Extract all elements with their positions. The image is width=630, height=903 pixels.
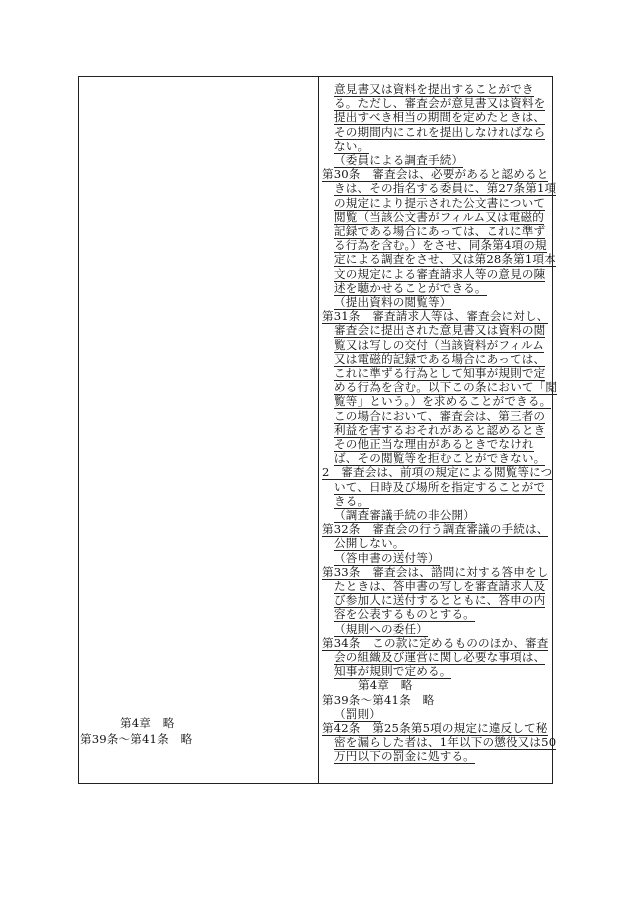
right-text-line <box>334 238 547 253</box>
underlined-text: 第34条 この款に定めるもののほか、審査 <box>322 635 549 650</box>
underlined-text: 提出すべき相当の期間を定めたときは、 <box>334 110 546 125</box>
right-text-line <box>334 622 428 637</box>
underlined-text: 覧等」という。）を求めることができる。 <box>334 394 552 409</box>
underlined-text: 審査会に提出された意見書又は資料の閲 <box>334 323 546 338</box>
right-text-line <box>334 196 545 211</box>
underlined-text: める行為を含む。以下この条において「閲 <box>334 380 558 395</box>
underlined-text: その期間内にこれを提出しなければなら <box>334 124 546 139</box>
right-text-line <box>334 607 475 622</box>
right-text-line <box>334 536 404 551</box>
right-text-line <box>334 508 475 523</box>
underlined-text: 2 審査会は、前項の規定による閲覧等につ <box>322 465 553 480</box>
right-text-line <box>334 96 545 111</box>
right-text-line <box>334 551 440 566</box>
right-text-line <box>334 664 451 679</box>
right-text-line <box>322 721 548 736</box>
underlined-text: この場合において、審査会は、第三者の <box>334 408 546 423</box>
right-text-line <box>334 451 545 466</box>
underlined-text: ない。 <box>334 138 370 153</box>
right-text-line <box>322 167 548 182</box>
right-text-line <box>322 522 548 537</box>
underlined-text: （答申書の送付等） <box>334 550 440 565</box>
right-text-line <box>322 636 548 651</box>
right-text-line <box>334 707 381 722</box>
underlined-text: 覧又は写しの交付（当該資料がフィルム <box>334 337 544 352</box>
right-text-line <box>334 423 545 438</box>
right-text-line: 第39条〜第41条 略 <box>322 692 435 707</box>
right-text-line <box>334 82 534 97</box>
underlined-text: 文の規定による審査請求人等の意見の陳 <box>334 266 546 281</box>
underlined-text: 意見書又は資料を提出することができ <box>334 82 534 96</box>
underlined-text: 定による調査をさせ、又は第28条第1項本 <box>334 252 556 267</box>
right-text-line <box>334 181 556 196</box>
underlined-text: 第30条 審査会は、必要があると認めると <box>322 167 549 182</box>
left-chapter-heading: 第4章 略 <box>120 716 175 730</box>
underlined-text: 第33条 審査会は、諮問に対する答申をし <box>322 564 549 579</box>
underlined-text: ば、その閲覧等を拒むことができない。 <box>334 451 546 466</box>
underlined-text: その他正当な理由があるときでなけれ <box>334 437 534 451</box>
right-text-line <box>322 465 552 480</box>
underlined-text: 会の組織及び運営に関し必要な事項は、 <box>334 650 546 664</box>
right-text-line <box>334 749 475 764</box>
underlined-text: る行為を含む。）をさせ、同条第4項の規 <box>334 238 547 253</box>
right-text-line <box>334 110 545 125</box>
underlined-text: 公開しない。 <box>334 536 405 551</box>
right-text-line <box>334 593 545 608</box>
right-text-line <box>334 224 545 239</box>
right-text-line <box>334 650 545 665</box>
underlined-text: （提出資料の閲覧等） <box>334 295 452 309</box>
underlined-text: 容を公表するものとする。 <box>334 607 475 622</box>
underlined-text: 第32条 審査会の行う調査審議の手続は、 <box>322 522 549 537</box>
right-text-line <box>334 267 545 282</box>
right-text-line <box>334 494 369 509</box>
right-text-line <box>334 252 556 267</box>
underlined-text: 閲覧（当該公文書がフィルム又は電磁的 <box>334 209 544 224</box>
right-text-line <box>334 735 556 750</box>
underlined-text: （罰則） <box>334 706 381 721</box>
right-text-line <box>334 125 545 140</box>
right-text-line <box>334 352 545 367</box>
underlined-text: 万円以下の罰金に処する。 <box>334 749 475 764</box>
right-text-line <box>334 338 544 353</box>
underlined-text: いて、日時及び場所を指定することがで <box>334 479 546 494</box>
underlined-text: 利益を害するおそれがあると認めるとき <box>334 422 546 437</box>
underlined-text: び参加人に送付するとともに、答申の内 <box>334 593 546 608</box>
right-text-line <box>334 295 451 310</box>
underlined-text: 第42条 第25条第5項の規定に違反して秘 <box>322 721 548 735</box>
underlined-text: （調査審議手続の非公開） <box>334 508 475 522</box>
underlined-text: きは、その指名する委員に、第27条第1項 <box>334 181 557 196</box>
right-text-line <box>334 366 545 381</box>
underlined-text: 密を漏らした者は、1年以下の懲役又は50 <box>334 735 557 750</box>
right-text-line <box>334 409 545 424</box>
right-text-line <box>334 579 545 594</box>
left-articles-heading: 第39条〜第41条 略 <box>80 732 193 746</box>
underlined-text: （委員による調査手続） <box>334 153 464 167</box>
underlined-text: 又は電磁的記録である場合にあっては、 <box>334 351 546 366</box>
column-divider <box>318 76 319 784</box>
right-text-line <box>334 139 369 154</box>
right-text-line <box>334 210 544 225</box>
right-text-line <box>334 380 557 395</box>
underlined-text: 述を聴かせることができる。 <box>334 280 487 295</box>
underlined-text: の規定により提示された公文書について <box>334 195 546 210</box>
underlined-text: （規則への委任） <box>334 621 428 636</box>
right-text-line <box>334 394 551 409</box>
right-text-line <box>334 323 545 338</box>
right-text-line <box>334 153 463 168</box>
underlined-text: これに準ずる行為として知事が規則で定 <box>334 366 546 380</box>
underlined-text: たときは、答申書の写しを審査請求人及 <box>334 579 546 593</box>
right-text-line <box>322 309 548 324</box>
right-text-line <box>334 437 534 452</box>
underlined-text: 第31条 審査請求人等は、審査会に対し、 <box>322 309 549 324</box>
underlined-text: 知事が規則で定める。 <box>334 664 452 679</box>
underlined-text: る。ただし、審査会が意見書又は資料を <box>334 96 546 111</box>
right-text-line <box>334 281 487 296</box>
underlined-text: きる。 <box>334 493 370 508</box>
right-text-line <box>322 565 548 580</box>
right-text-line <box>334 480 545 495</box>
right-text-line: 第4章 略 <box>358 678 413 693</box>
underlined-text: 記録である場合にあっては、これに準ず <box>334 224 546 238</box>
